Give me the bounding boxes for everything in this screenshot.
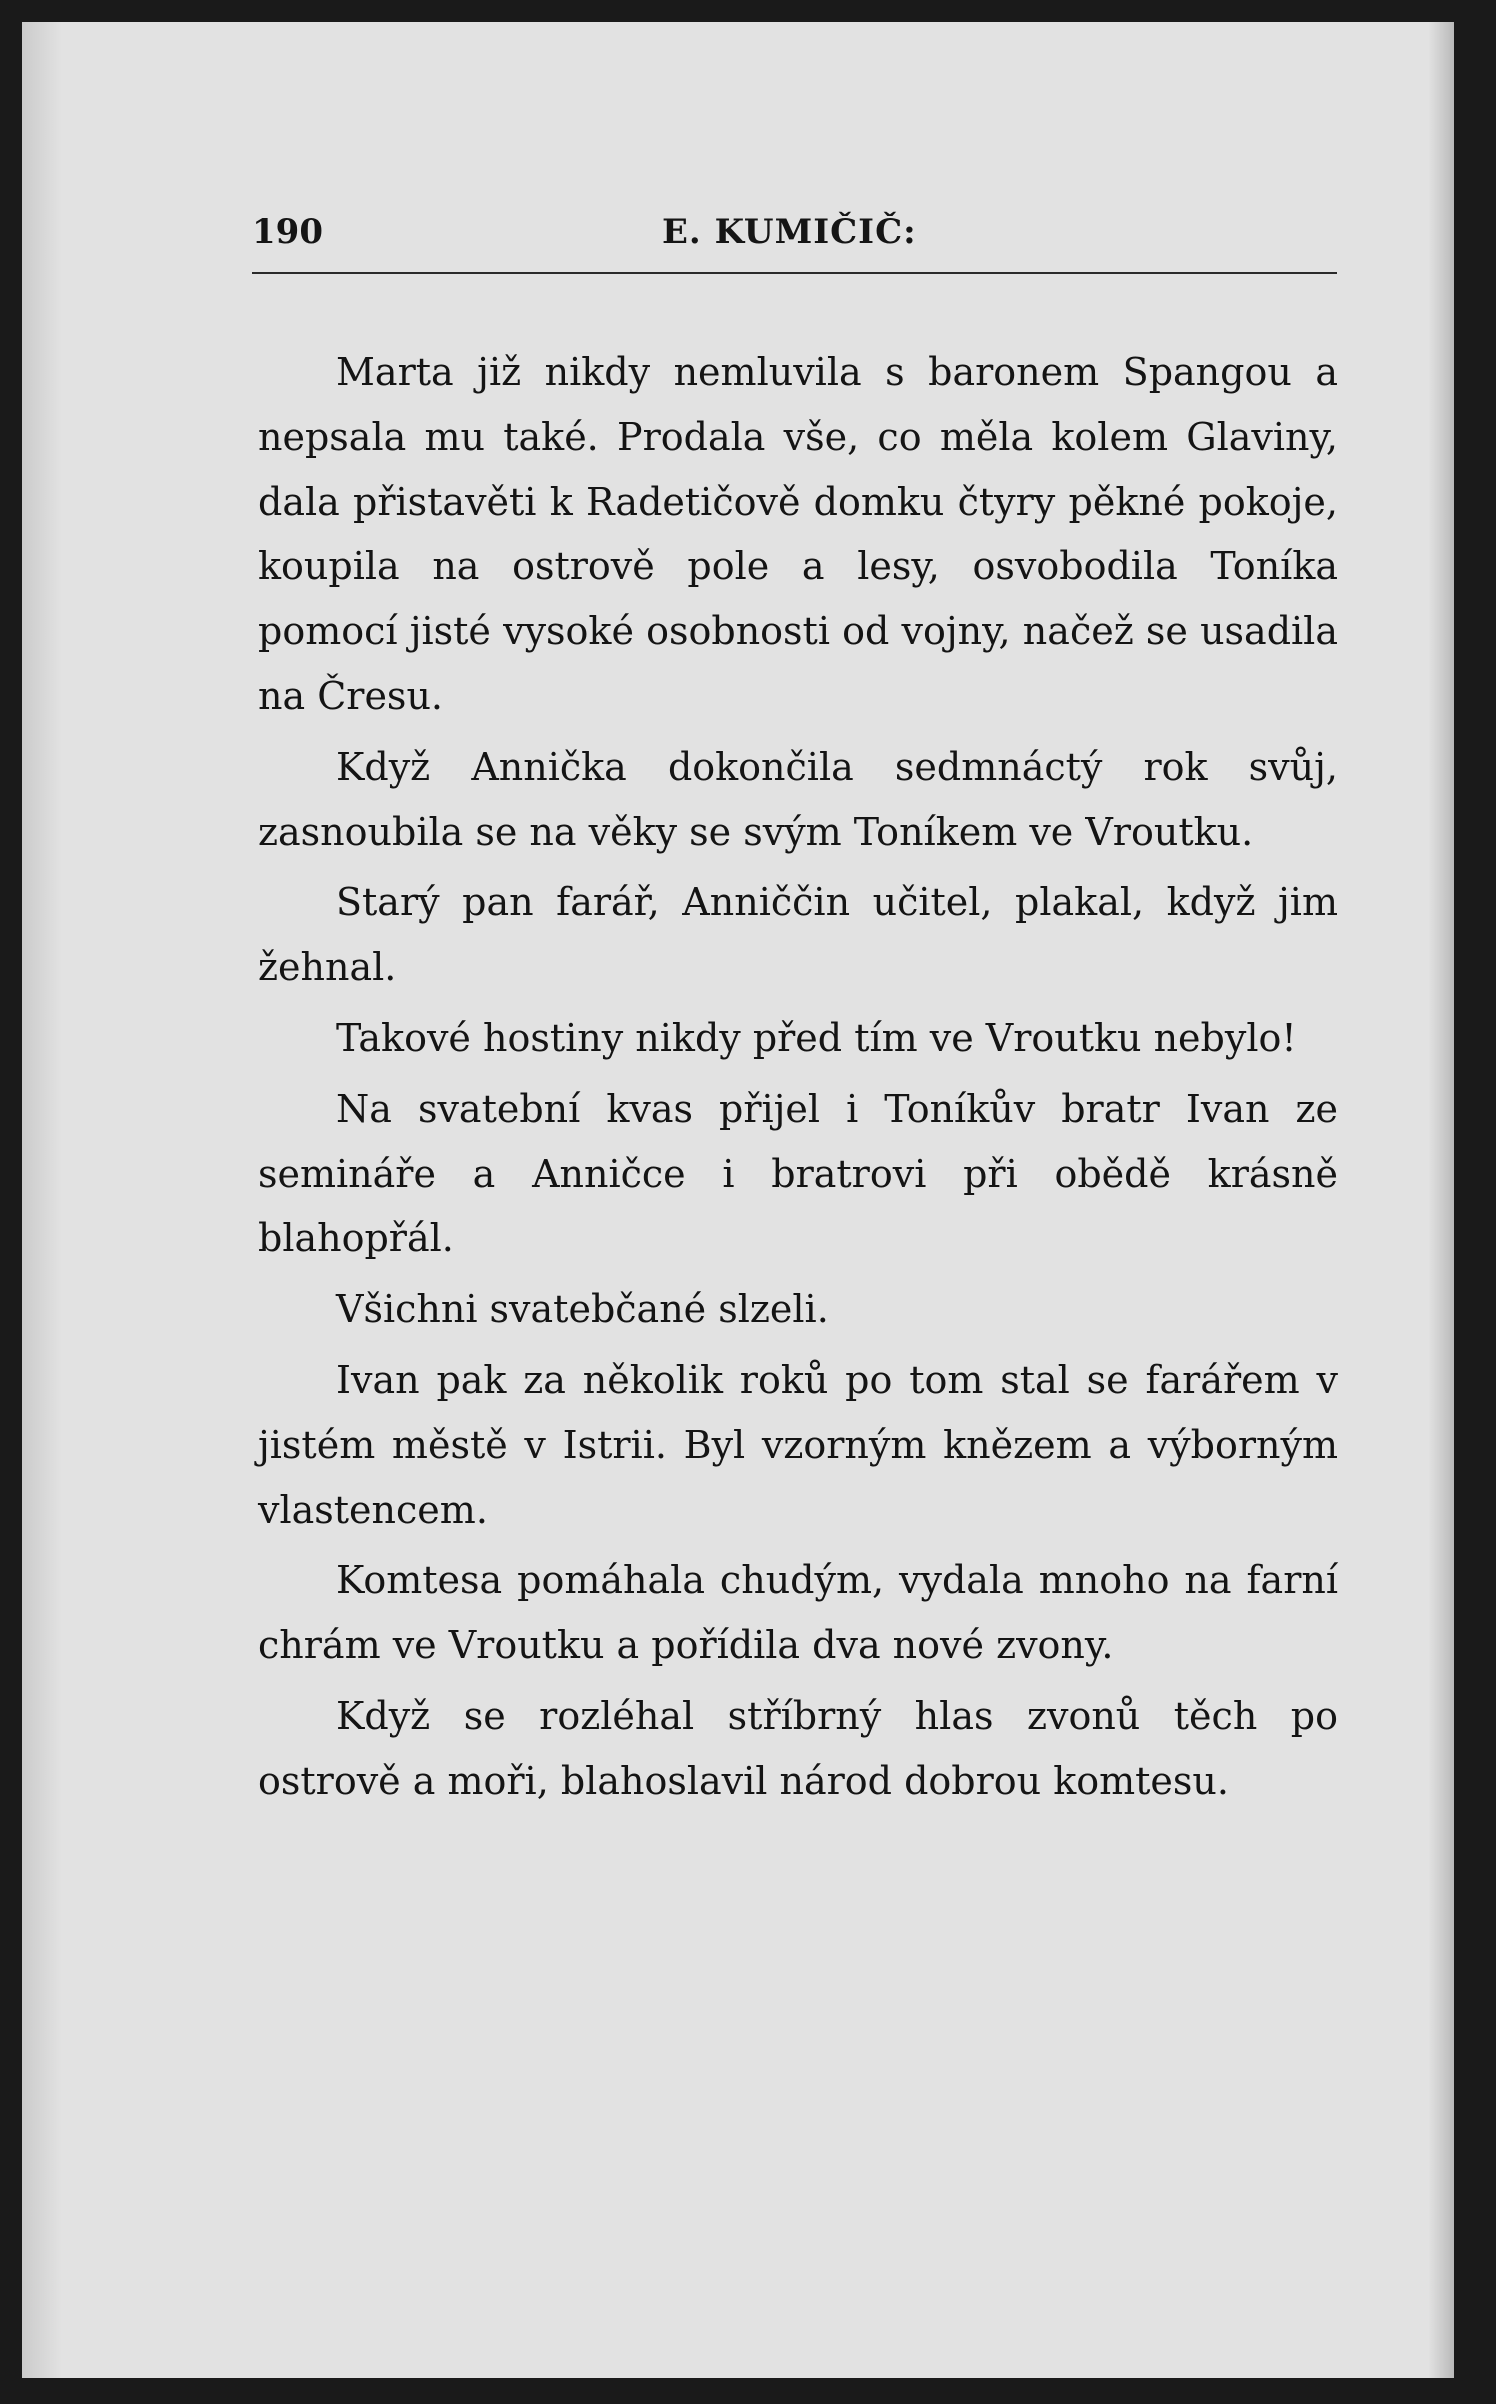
page-edge-shadow-left [22,22,62,2378]
paragraph: Ivan pak za několik roků po tom stal se farářem v jistém městě v Istrii. Byl vzorným knězem a výborným vlastencem. [258,1357,1338,1532]
book-page [22,22,1454,2378]
paragraph: Když se rozléhal stříbrný hlas zvonů těch po ostrově a moři, blahoslavil národ dobrou komtesu. [258,1693,1338,1803]
header-rule [252,272,1337,274]
running-head: E. KUMIČIČ: [662,212,917,252]
paragraph: Marta již nikdy nemluvila s baronem Spangou a nepsala mu také. Prodala vše, co měla kolem Glaviny, dala přistavěti k Radetičově domku čtyry pěkné pokoje, koupila na ostrově pole a lesy, osvobodila Toníka pomocí jisté vysoké osobnosti od vojny, načež se usadila na Čresu. [258,350,1338,718]
paragraph: Na svatební kvas přijel i Toníkův bratr Ivan ze semináře a Anničce i bratrovi při obědě krásně blahopřál. [258,1086,1338,1261]
page-header [252,212,1337,264]
body-text [258,340,1338,1814]
paragraph: Komtesa pomáhala chudým, vydala mnoho na farní chrám ve Vroutku a pořídila dva nové zvony. [258,1558,1338,1668]
page-number: 190 [252,212,323,252]
paragraph: Když Annička dokončila sedmnáctý rok svůj, zasnoubila se na věky se svým Toníkem ve Vroutku. [258,744,1338,854]
paragraph: Takové hostiny nikdy před tím ve Vroutku nebylo! [336,1015,1297,1060]
page-edge-shadow-right [1428,22,1454,2378]
paragraph: Starý pan farář, Anniččin učitel, plakal, když jim žehnal. [258,880,1338,990]
paragraph: Všichni svatebčané slzeli. [336,1287,829,1332]
